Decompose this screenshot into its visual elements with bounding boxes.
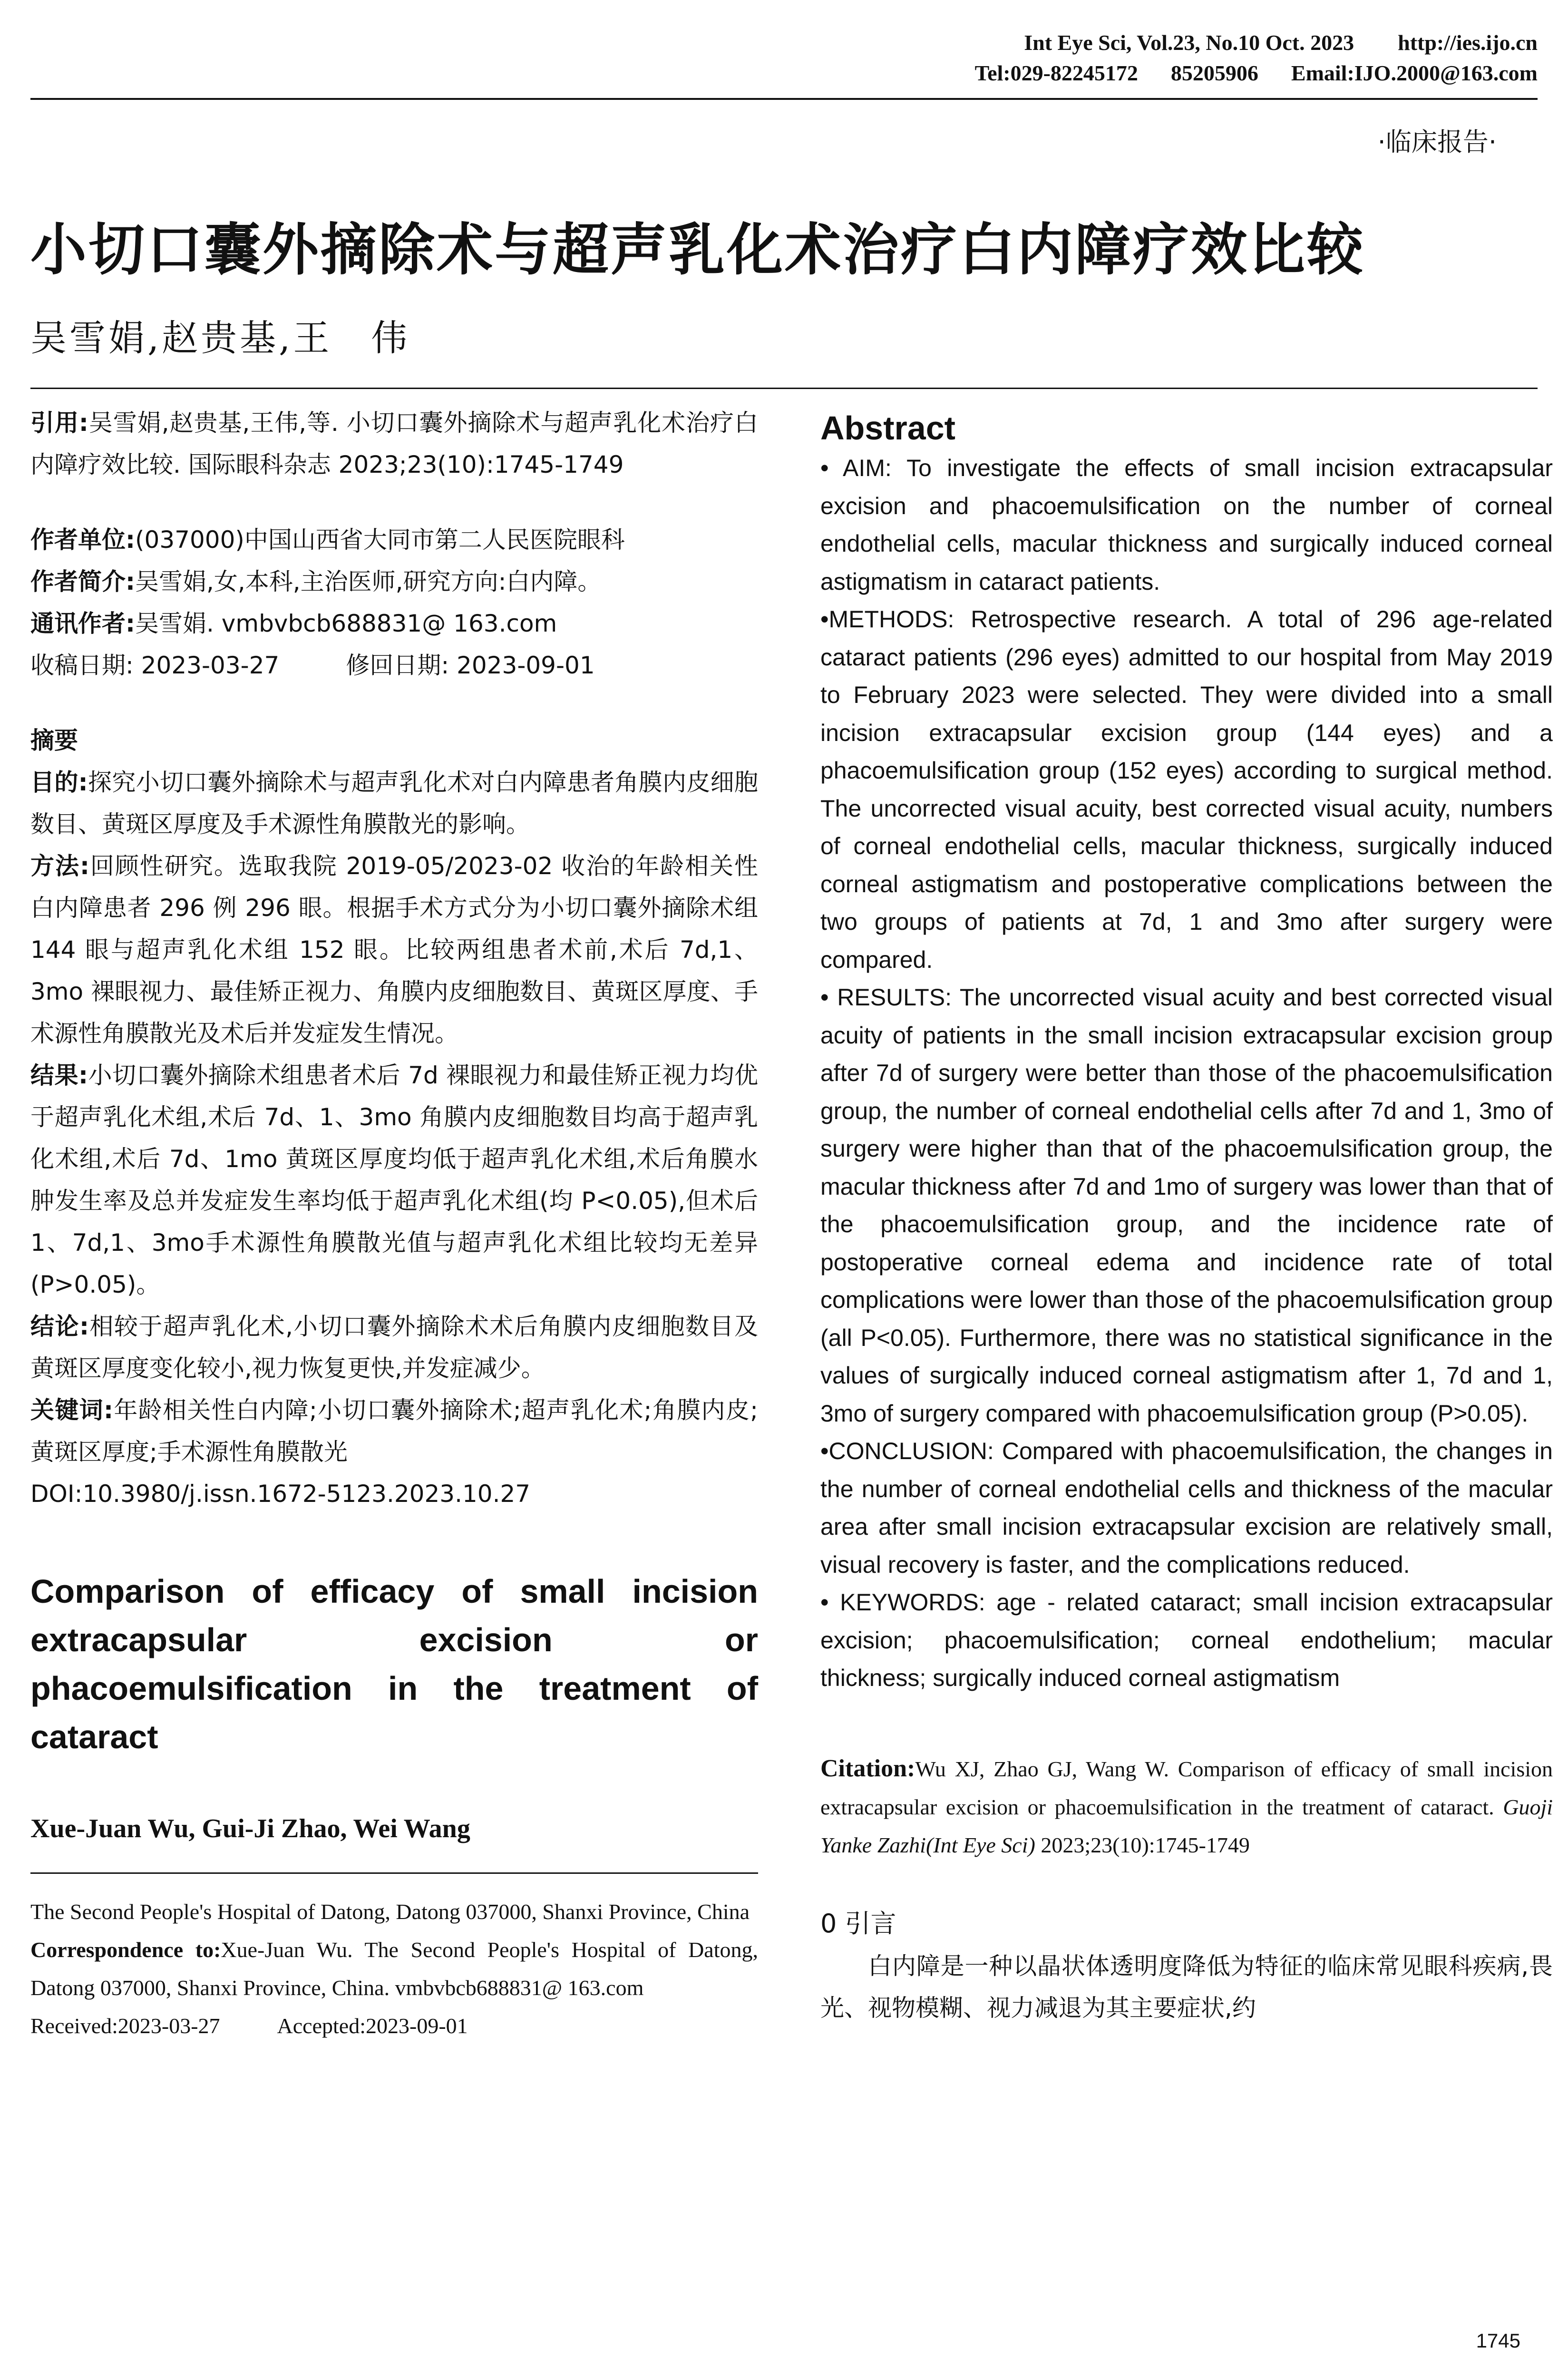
citation-en-journal: Guoji Yanke Zazhi(Int Eye Sci) (820, 1794, 1553, 1857)
abstract-en-heading: Abstract (820, 409, 955, 447)
contact-info-line: Tel:029-82245172 85205906 Email:IJO.2000@163.com (974, 61, 1538, 85)
methods-cn-text: 回顾性研究。选取我院 2019-05/2023-02 收治的年龄相关性白内障患者 296 例 296 眼。根据手术方式分为小切口囊外摘除术组 144 眼与超声乳化术组 152 眼。比较两组患者术前,术后 7d,1、3mo 裸眼视力、最佳矫正视力、角膜内皮细胞数目、黄斑区厚度、手术源性角膜散光及术后并发症发生情况。 (30, 852, 758, 1047)
abstract-cn-heading: 摘要 (30, 727, 78, 754)
journal-header (975, 28, 1538, 88)
english-received: Received:2023-03-27 (30, 2014, 220, 2038)
journal-info-line: Int Eye Sci, Vol.23, No.10 Oct. 2023 http://ies.ijo.cn (1024, 30, 1538, 55)
intro-text: 吴雪娟,女,本科,主治医师,研究方向:白内障。 (135, 568, 602, 595)
methods-en-label: •METHODS: (820, 606, 954, 633)
conclusion-en-label: •CONCLUSION: (820, 1438, 994, 1464)
intro-heading: 0 引言 (820, 1908, 896, 1939)
english-accepted: Accepted:2023-09-01 (277, 2014, 468, 2038)
right-column (820, 407, 1553, 2029)
citation-cn (30, 402, 758, 486)
aim-en-text: To investigate the effects of small incision extracapsular excision and phacoemulsification on the number of corneal endothelial cells, macular thickness and surgically induced corneal astigmatism in cataract patients. (820, 455, 1553, 595)
english-author-rule (30, 1872, 758, 1874)
citation-cn-text: 吴雪娟,赵贵基,王伟,等. 小切口囊外摘除术与超声乳化术治疗白内障疗效比较. 国际眼科杂志 2023;23(10):1745-1749 (30, 409, 758, 478)
unit-text: (037000)中国山西省大同市第二人民医院眼科 (135, 526, 625, 554)
citation-cn-label: 引用: (30, 409, 88, 437)
results-cn-text: 小切口囊外摘除术组患者术后 7d 裸眼视力和最佳矫正视力均优于超声乳化术组,术后 7d、1、3mo 角膜内皮细胞数目均高于超声乳化术组,术后 7d、1mo 黄斑区厚度均低于超声乳化术组,术后角膜水肿发生率及总并发症发生率均低于超声乳化术组(均 P<0.05),但术后 1、7d,1、3mo手术源性角膜散光值与超声乳化术组比较均无差异(P>0.05)。 (30, 1062, 758, 1298)
aim-en-label: • AIM: (820, 455, 892, 481)
aim-en (820, 449, 1553, 601)
methods-en-text: Retrospective research. A total of 296 age-related cataract patients (296 eyes) admitted to our hospital from May 2019 to February 2023 were selected. They were divided into a small incision extracapsular excision group (144 eyes) and a phacoemulsification group (152 eyes) according to surgical method. The uncorrected visual acuity, best corrected visual acuity, numbers of corneal endothelial cells, macular thickness, surgically induced corneal astigmatism and postoperative complications between the two groups of patients at 7d, 1 and 3mo after surgery were compared. (820, 606, 1553, 973)
results-cn-label: 结果: (30, 1062, 88, 1089)
results-en (820, 979, 1553, 1432)
conclusion-cn-text: 相较于超声乳化术,小切口囊外摘除术术后角膜内皮细胞数目及黄斑区厚度变化较小,视力恢复更快,并发症减少。 (30, 1313, 758, 1382)
article-title: 小切口囊外摘除术与超声乳化术治疗白内障疗效比较 (30, 217, 1365, 283)
english-authors: Xue-Juan Wu, Gui-Ji Zhao, Wei Wang (30, 1814, 470, 1843)
keywords-en-label: • KEYWORDS: (820, 1589, 985, 1616)
citation-en-label: Citation: (820, 1754, 915, 1782)
unit-label: 作者单位: (30, 526, 135, 554)
keywords-en (820, 1584, 1553, 1697)
keywords-cn-text: 年龄相关性白内障;小切口囊外摘除术;超声乳化术;角膜内皮;黄斑区厚度;手术源性角膜散光 (30, 1396, 758, 1466)
doi: DOI:10.3980/j.issn.1672-5123.2023.10.27 (30, 1480, 531, 1508)
author-list: 吴雪娟,赵贵基,王 伟 (30, 317, 410, 359)
keywords-cn-label: 关键词: (30, 1396, 113, 1424)
intro-label: 作者简介: (30, 568, 135, 595)
keywords-en-text: age - related cataract; small incision extracapsular excision; phacoemulsification; corneal endothelium; macular thickness; surgically induced corneal astigmatism (820, 1589, 1553, 1691)
page-number: 1745 (1476, 2329, 1520, 2352)
corr-text: 吴雪娟. vmbvbcb688831@ 163.com (135, 610, 557, 637)
english-corr-text: Xue-Juan Wu. The Second People's Hospital of Datong, Datong 037000, Shanxi Province, China. vmbvbcb688831@ 163.com (30, 1938, 758, 2000)
corr-label: 通讯作者: (30, 610, 135, 637)
author-rule (30, 388, 1538, 389)
conclusion-cn-label: 结论: (30, 1313, 89, 1340)
english-affiliation-block (30, 1893, 758, 2045)
revised-date: 修回日期: 2023-09-01 (346, 652, 595, 679)
english-title: Comparison of efficacy of small incision extracapsular excision or phacoemulsification in the treatment of cataract (30, 1573, 758, 1755)
english-affiliation: The Second People's Hospital of Datong, Datong 037000, Shanxi Province, China (30, 1900, 750, 1924)
intro-paragraph: 白内障是一种以晶状体透明度降低为特征的临床常见眼科疾病,畏光、视物模糊、视力减退为其主要症状,约 (820, 1952, 1553, 2022)
received-date: 收稿日期: 2023-03-27 (30, 652, 280, 679)
author-meta (30, 519, 758, 686)
citation-en-text-a: Wu XJ, Zhao GJ, Wang W. Comparison of efficacy of small incision extracapsular excision or phacoemulsification in the treatment of cataract. (820, 1756, 1553, 1819)
left-column (30, 402, 758, 2045)
methods-cn-label: 方法: (30, 852, 89, 880)
header-rule (30, 98, 1538, 100)
section-tag: ·临床报告· (1377, 127, 1497, 157)
conclusion-en-text: Compared with phacoemulsification, the changes in the number of corneal endothelial cells and thickness of the macular area after small incision extracapsular excision are relatively small, visual recovery is faster, and the complications reduced. (820, 1438, 1553, 1578)
abstract-cn (30, 720, 758, 1515)
aim-cn-text: 探究小切口囊外摘除术与超声乳化术对白内障患者角膜内皮细胞数目、黄斑区厚度及手术源性角膜散光的影响。 (30, 769, 759, 838)
conclusion-en (820, 1432, 1553, 1584)
methods-en (820, 601, 1553, 979)
results-en-label: • RESULTS: (820, 984, 952, 1011)
aim-cn-label: 目的: (30, 769, 88, 796)
english-corr-label: Correspondence to: (30, 1938, 221, 1962)
citation-en-text-b: 2023;23(10):1745-1749 (1035, 1832, 1250, 1857)
results-en-text: The uncorrected visual acuity and best corrected visual acuity of patients in the small incision extracapsular excision group after 7d of surgery were better than those of the phacoemulsification group, the number of corneal endothelial cells after 7d and 1, 3mo of surgery were higher than that of the phacoemulsification group, the macular thickness after 7d and 1mo of surgery was lower than that of the phacoemulsification group, and the incidence rate of postoperative corneal edema and incidence rate of total complications were lower than those of the phacoemulsification group (all P<0.05). Furthermore, there was no statistical significance in the values of surgically induced corneal astigmatism after 1, 7d and 1, 3mo of surgery compared with phacoemulsification group (P>0.05). (820, 984, 1553, 1427)
citation-en (820, 1750, 1553, 1864)
